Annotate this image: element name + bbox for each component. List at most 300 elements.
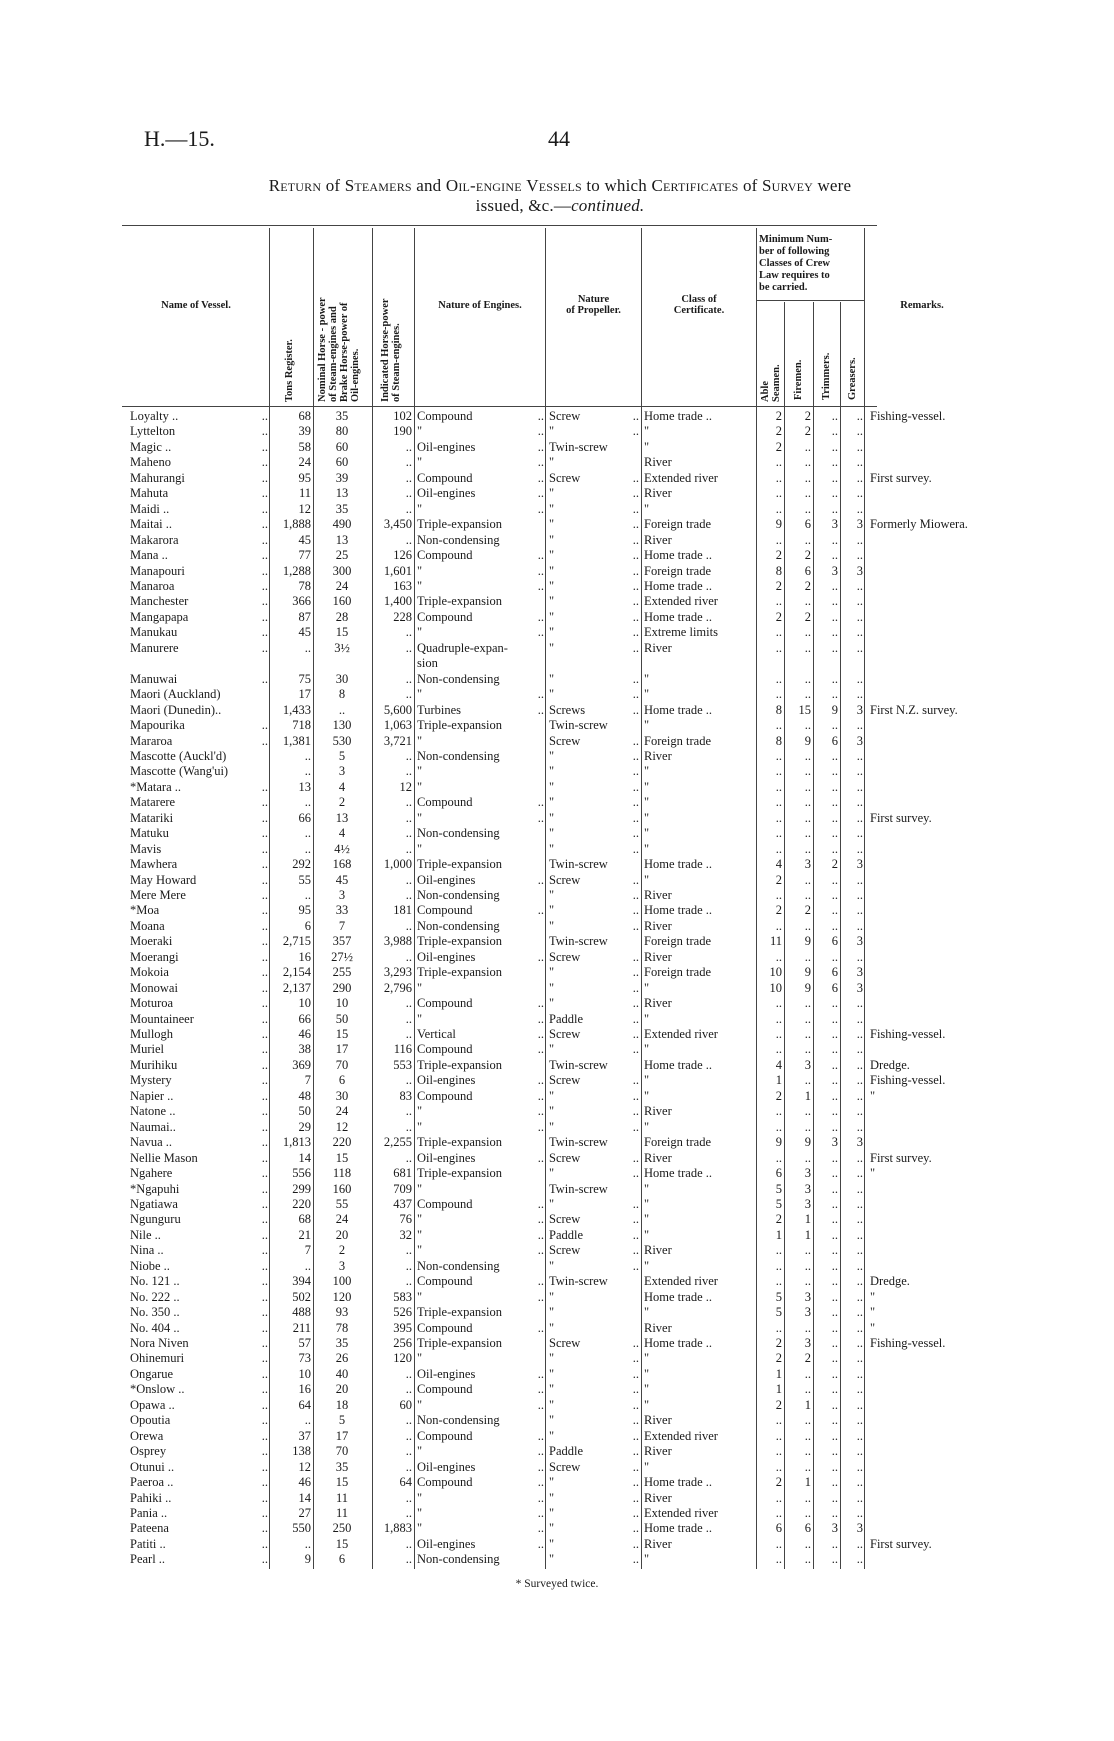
greasers: .. [856, 1413, 863, 1428]
firemen: .. [804, 748, 811, 763]
nominal-hp: 78 [335, 1320, 349, 1335]
able-seamen: 4 [775, 857, 782, 871]
leader-dots: .. [261, 579, 268, 593]
greasers: .. [856, 826, 863, 841]
leader-dots: .. [537, 1521, 544, 1536]
trimmers: .. [831, 594, 838, 609]
engine-type: " [417, 455, 423, 470]
greasers: .. [856, 1289, 863, 1304]
able-seamen: .. [775, 748, 782, 763]
firemen: 2 [804, 424, 811, 439]
vessel-name: Mapourika [130, 718, 185, 732]
firemen: .. [804, 1428, 811, 1443]
remarks: Fishing-vessel. [870, 1073, 946, 1088]
leader-dots: .. [537, 409, 544, 423]
greasers: .. [856, 918, 863, 933]
nominal-line: Nominal Horse - power [317, 297, 328, 402]
certificate-class: " [644, 841, 650, 856]
table-title-line1 [130, 176, 990, 196]
indicated-hp: .. [405, 748, 412, 763]
leader-dots: .. [537, 1104, 544, 1119]
propeller-type: " [549, 1366, 555, 1381]
tons-register: 58 [298, 439, 311, 454]
vessel-name: Manukau [130, 625, 178, 640]
firemen: .. [804, 1274, 811, 1289]
engine-type: " [417, 1289, 423, 1304]
able-seamen: .. [775, 779, 782, 794]
trimmers: .. [831, 1212, 838, 1227]
table-title [130, 176, 990, 216]
propeller-type: " [549, 1552, 555, 1567]
leader-dots: .. [632, 795, 639, 810]
indicated-hp: .. [405, 687, 412, 702]
vessel-name: Magic .. [130, 439, 172, 454]
indicated-hp: .. [405, 1459, 412, 1474]
greasers: .. [856, 996, 863, 1011]
greasers: .. [856, 795, 863, 810]
leader-dots: .. [537, 810, 544, 825]
tons-register: 299 [292, 1181, 311, 1196]
indicated-hp: .. [405, 918, 412, 933]
certificate-class: River [644, 996, 672, 1011]
leader-dots: .. [537, 702, 544, 717]
able-seamen: 9 [775, 517, 782, 532]
leader-dots: .. [632, 965, 639, 980]
col-divider [864, 228, 865, 1569]
vessel-name: Nina .. [130, 1243, 164, 1258]
indicated-hp: 2,796 [383, 980, 412, 995]
able-seamen: 10 [769, 965, 782, 980]
header-top-rule [122, 225, 877, 226]
leader-dots: .. [261, 1011, 268, 1026]
engine-type: Non-condensing [417, 748, 500, 763]
nominal-hp: 35 [335, 1336, 349, 1350]
tons-register: 66 [298, 1011, 311, 1026]
certificate-class: " [644, 795, 650, 810]
propeller-type: Screw [549, 1243, 581, 1258]
engine-type: Oil-engines [417, 1459, 476, 1474]
indicated-hp: 163 [393, 579, 412, 593]
nominal-hp: 2 [338, 1243, 346, 1258]
vessel-name: Ongarue [130, 1366, 174, 1381]
greasers: .. [856, 1459, 863, 1474]
certificate-class: Foreign trade [644, 563, 711, 578]
trimmers: .. [831, 1057, 838, 1072]
tons-register: .. [304, 841, 311, 856]
remarks: First survey. [870, 470, 932, 485]
engine-type: Compound [417, 1274, 473, 1289]
certificate-class: " [644, 1459, 650, 1474]
firemen: .. [804, 1104, 811, 1119]
tons-register: 12 [298, 501, 311, 516]
trimmers: .. [831, 1042, 838, 1057]
propeller-type: " [549, 671, 555, 686]
leader-dots: .. [537, 1490, 544, 1505]
propeller-type: " [549, 764, 555, 779]
nominal-hp: 35 [335, 501, 349, 516]
indicated-hp: 395 [393, 1320, 412, 1335]
indicated-hp: 583 [393, 1289, 412, 1304]
indicated-hp: .. [405, 1258, 412, 1273]
engine-type: Oil-engines [417, 1536, 476, 1551]
able-seamen: 1 [775, 1073, 782, 1088]
leader-dots: .. [261, 1181, 268, 1196]
indicated-hp: .. [405, 1413, 412, 1428]
indicated-hp: 1,000 [383, 857, 412, 871]
certificate-class: Foreign trade [644, 934, 711, 949]
able-seamen: 2 [775, 903, 782, 918]
leader-dots: .. [261, 548, 268, 562]
leader-dots: .. [537, 1027, 544, 1041]
title-word: issued, &c.— [475, 196, 572, 215]
remarks: " [870, 1088, 876, 1103]
engine-type: " [417, 1490, 423, 1505]
nominal-hp: 3½ [334, 640, 350, 655]
greasers: 3 [856, 1135, 863, 1150]
leader-dots: .. [261, 1444, 268, 1459]
leader-dots: .. [537, 872, 544, 887]
propeller-type: " [549, 1351, 555, 1366]
title-word: Steamers [344, 176, 412, 195]
certificate-class: " [644, 424, 650, 439]
propeller-type: " [549, 1166, 555, 1180]
leader-dots: .. [537, 1444, 544, 1459]
tons-register: 488 [292, 1305, 311, 1320]
trimmers: 9 [831, 702, 838, 717]
certificate-class: Home trade .. [644, 1521, 713, 1536]
nominal-hp: 250 [332, 1521, 352, 1536]
leader-dots: .. [632, 470, 639, 485]
vessel-name: Monowai [130, 980, 178, 995]
column-header-tons: Tons Register. [284, 339, 295, 402]
propeller-type: " [549, 594, 555, 609]
firemen: .. [804, 1243, 811, 1258]
leader-dots: .. [261, 1428, 268, 1443]
tons-register: 66 [298, 810, 311, 825]
vessel-name: Pearl .. [130, 1552, 166, 1567]
firemen: .. [804, 1382, 811, 1397]
certificate-class: Foreign trade [644, 733, 711, 748]
nominal-hp: 6 [338, 1073, 346, 1088]
column-header-propeller [546, 294, 641, 316]
certificate-class: Home trade .. [644, 702, 713, 717]
remarks: First N.Z. survey. [870, 702, 958, 717]
engine-type: " [417, 980, 423, 995]
propeller-type: " [549, 486, 555, 501]
certificate-class: River [644, 486, 672, 501]
leader-dots: .. [261, 609, 268, 624]
certificate-class: " [644, 1351, 650, 1366]
leader-dots: .. [261, 826, 268, 841]
leader-dots: .. [537, 1073, 544, 1088]
propeller-type: " [549, 888, 555, 902]
able-seamen: .. [775, 1490, 782, 1505]
leader-dots: .. [632, 424, 639, 439]
certificate-class: " [644, 980, 650, 995]
certificate-class: Home trade .. [644, 903, 713, 918]
able-seamen: 2 [775, 1212, 782, 1227]
certificate-class: River [644, 532, 672, 547]
nominal-hp: 3 [338, 888, 346, 902]
indicated-hp: 126 [393, 548, 412, 562]
firemen: 3 [804, 1057, 811, 1072]
firemen: .. [804, 640, 811, 655]
tons-register: 78 [298, 579, 311, 593]
firemen: .. [804, 671, 811, 686]
certificate-class: " [644, 1212, 650, 1227]
engine-type: " [417, 1119, 423, 1134]
indicated-hp: 709 [393, 1181, 412, 1196]
nominal-hp: 13 [335, 532, 349, 547]
tons-register: 29 [298, 1119, 311, 1134]
trimmers: .. [831, 826, 838, 841]
engine-type: Triple-expansion [417, 594, 502, 609]
vessel-name: Moerangi [130, 949, 179, 964]
propeller-type: Screw [549, 409, 581, 423]
able-line: Able [760, 381, 771, 402]
trimmers: .. [831, 1552, 838, 1567]
leader-dots: .. [261, 1104, 268, 1119]
trimmers: .. [831, 1397, 838, 1412]
trimmers: .. [831, 748, 838, 763]
engine-type: Compound [417, 1196, 473, 1211]
certificate-class: River [644, 1104, 672, 1119]
indicated-hp: .. [405, 455, 412, 470]
indicated-hp: .. [405, 640, 412, 655]
leader-dots: .. [537, 1366, 544, 1381]
leader-dots: .. [632, 826, 639, 841]
tons-register: 55 [298, 872, 311, 887]
able-seamen: .. [775, 1150, 782, 1165]
title-word: Oil-engine [445, 176, 522, 195]
leader-dots: .. [632, 1413, 639, 1428]
greasers: .. [856, 1536, 863, 1551]
title-continued: continued. [571, 196, 645, 215]
leader-dots: .. [537, 1042, 544, 1057]
vessel-name: Manapouri [130, 563, 185, 578]
tons-register: 95 [298, 470, 311, 485]
leader-dots: .. [537, 1011, 544, 1026]
engine-type: Oil-engines [417, 486, 476, 501]
title-word: of [742, 176, 758, 195]
leader-dots: .. [632, 888, 639, 902]
nominal-hp: 45 [335, 872, 349, 887]
engine-type: Triple-expansion [417, 517, 502, 532]
firemen: .. [804, 687, 811, 702]
able-seamen: .. [775, 486, 782, 501]
trimmers: .. [831, 687, 838, 702]
nominal-hp: 130 [332, 718, 352, 732]
title-word: and [416, 176, 442, 195]
greasers: .. [856, 872, 863, 887]
tons-register: 211 [292, 1320, 311, 1335]
certificate-class: Extreme limits [644, 625, 718, 640]
leader-dots: .. [537, 1119, 544, 1134]
leader-dots: .. [632, 1552, 639, 1567]
propeller-type: " [549, 609, 555, 624]
able-seamen: .. [775, 718, 782, 732]
propeller-type: " [549, 1397, 555, 1412]
trimmers: .. [831, 1104, 838, 1119]
trimmers: .. [831, 424, 838, 439]
vessel-name: Moeraki [130, 934, 173, 949]
propeller-type: " [549, 563, 555, 578]
leader-dots: .. [632, 949, 639, 964]
indicated-hp: 102 [393, 409, 412, 423]
able-seamen: 2 [775, 579, 782, 593]
tons-register: 2,137 [282, 980, 311, 995]
firemen: 15 [798, 702, 811, 717]
trimmers: .. [831, 1027, 838, 1041]
tons-register: 45 [298, 532, 311, 547]
leader-dots: .. [261, 1366, 268, 1381]
leader-dots: .. [632, 733, 639, 748]
greasers: .. [856, 625, 863, 640]
remarks: Dredge. [870, 1274, 910, 1289]
certificate-class: " [644, 1305, 650, 1320]
certificate-class: Foreign trade [644, 1135, 711, 1150]
column-header-indicated [380, 298, 402, 402]
propeller-type: " [549, 640, 555, 655]
nominal-hp: 20 [335, 1382, 349, 1397]
leader-dots: .. [261, 841, 268, 856]
indicated-hp: 120 [393, 1351, 412, 1366]
able-seamen: .. [775, 470, 782, 485]
indicated-hp: 3,988 [383, 934, 412, 949]
propeller-type: " [549, 579, 555, 593]
indicated-hp: 228 [393, 609, 412, 624]
engine-type: Triple-expansion [417, 934, 502, 949]
leader-dots: .. [632, 1428, 639, 1443]
leader-dots: .. [261, 1166, 268, 1180]
trimmers: .. [831, 1536, 838, 1551]
indicated-hp: .. [405, 795, 412, 810]
remarks: Fishing-vessel. [870, 1027, 946, 1041]
footnote: * Surveyed twice. [515, 1578, 599, 1590]
able-seamen: 2 [775, 409, 782, 423]
leader-dots: .. [537, 1227, 544, 1242]
engine-type: " [417, 687, 423, 702]
propeller-line: of Propeller. [566, 305, 621, 316]
vessel-name: No. 121 .. [130, 1274, 180, 1289]
trimmers: .. [831, 1150, 838, 1165]
greasers: .. [856, 1397, 863, 1412]
leader-dots: .. [261, 1320, 268, 1335]
engine-type: Oil-engines [417, 1366, 476, 1381]
engine-type: Compound [417, 548, 473, 562]
trimmers: .. [831, 1428, 838, 1443]
firemen: .. [804, 455, 811, 470]
able-seamen: 2 [775, 1475, 782, 1489]
title-word: Vessels [526, 176, 582, 195]
column-header-able [760, 364, 782, 402]
trimmers: .. [831, 888, 838, 902]
certificate-class: Home trade .. [644, 409, 713, 423]
indicated-hp: .. [405, 1536, 412, 1551]
able-seamen: .. [775, 764, 782, 779]
trimmers: .. [831, 795, 838, 810]
nominal-hp: 60 [335, 439, 349, 454]
able-seamen: .. [775, 1119, 782, 1134]
leader-dots: .. [261, 1042, 268, 1057]
certificate-class: River [644, 1320, 672, 1335]
vessel-name: Nile .. [130, 1227, 161, 1242]
greasers: .. [856, 579, 863, 593]
greasers: .. [856, 501, 863, 516]
tons-register: .. [304, 640, 311, 655]
col-divider [641, 228, 642, 1569]
leader-dots: .. [537, 1475, 544, 1489]
greasers: .. [856, 748, 863, 763]
greasers: .. [856, 1444, 863, 1459]
title-word: were [817, 176, 852, 195]
able-seamen: 6 [775, 1166, 782, 1180]
greasers: .. [856, 1027, 863, 1041]
propeller-line: Nature [577, 294, 610, 305]
tons-register: .. [304, 795, 311, 810]
propeller-type: " [549, 1521, 555, 1536]
tons-register: 2,715 [282, 934, 311, 949]
greasers: .. [856, 779, 863, 794]
leader-dots: .. [537, 1397, 544, 1412]
tons-register: 21 [298, 1227, 311, 1242]
firemen: .. [804, 779, 811, 794]
indicated-hp: .. [405, 810, 412, 825]
propeller-type: Screw [549, 1212, 581, 1227]
greasers: .. [856, 1274, 863, 1289]
leader-dots: .. [261, 996, 268, 1011]
vessel-name: Mahurangi [130, 470, 185, 485]
leader-dots: .. [261, 1196, 268, 1211]
tons-register: 27 [298, 1506, 311, 1520]
trimmers: 2 [831, 857, 838, 871]
able-seamen: .. [775, 455, 782, 470]
nominal-hp: 120 [332, 1289, 352, 1304]
leader-dots: .. [537, 455, 544, 470]
indicated-hp: 256 [393, 1336, 412, 1350]
column-header-min-crew [759, 234, 863, 294]
tons-register: 11 [298, 486, 311, 501]
trimmers: .. [831, 640, 838, 655]
leader-dots: .. [261, 563, 268, 578]
trimmers: .. [831, 470, 838, 485]
vessel-name: No. 222 .. [130, 1289, 180, 1304]
certificate-class: " [644, 1397, 650, 1412]
trimmers: .. [831, 764, 838, 779]
able-seamen: .. [775, 1536, 782, 1551]
leader-dots: .. [261, 625, 268, 640]
propeller-type: Paddle [549, 1227, 584, 1242]
leader-dots: .. [632, 1444, 639, 1459]
certificate-class: Foreign trade [644, 965, 711, 980]
tons-register: 14 [298, 1150, 311, 1165]
indicated-hp: 5,600 [383, 702, 412, 717]
engine-type: sion [417, 656, 438, 671]
nominal-hp: 27½ [331, 949, 353, 964]
able-seamen: .. [775, 888, 782, 902]
engine-type: " [417, 1212, 423, 1227]
indicated-hp: .. [405, 1104, 412, 1119]
nominal-hp: 3 [338, 1258, 346, 1273]
indicated-hp: .. [405, 1027, 412, 1041]
remarks: First survey. [870, 1536, 932, 1551]
trimmers: .. [831, 1289, 838, 1304]
leader-dots: .. [261, 532, 268, 547]
firemen: 9 [804, 934, 811, 949]
tons-register: 64 [298, 1397, 311, 1412]
leader-dots: .. [632, 1212, 639, 1227]
certificate-class: Foreign trade [644, 517, 711, 532]
